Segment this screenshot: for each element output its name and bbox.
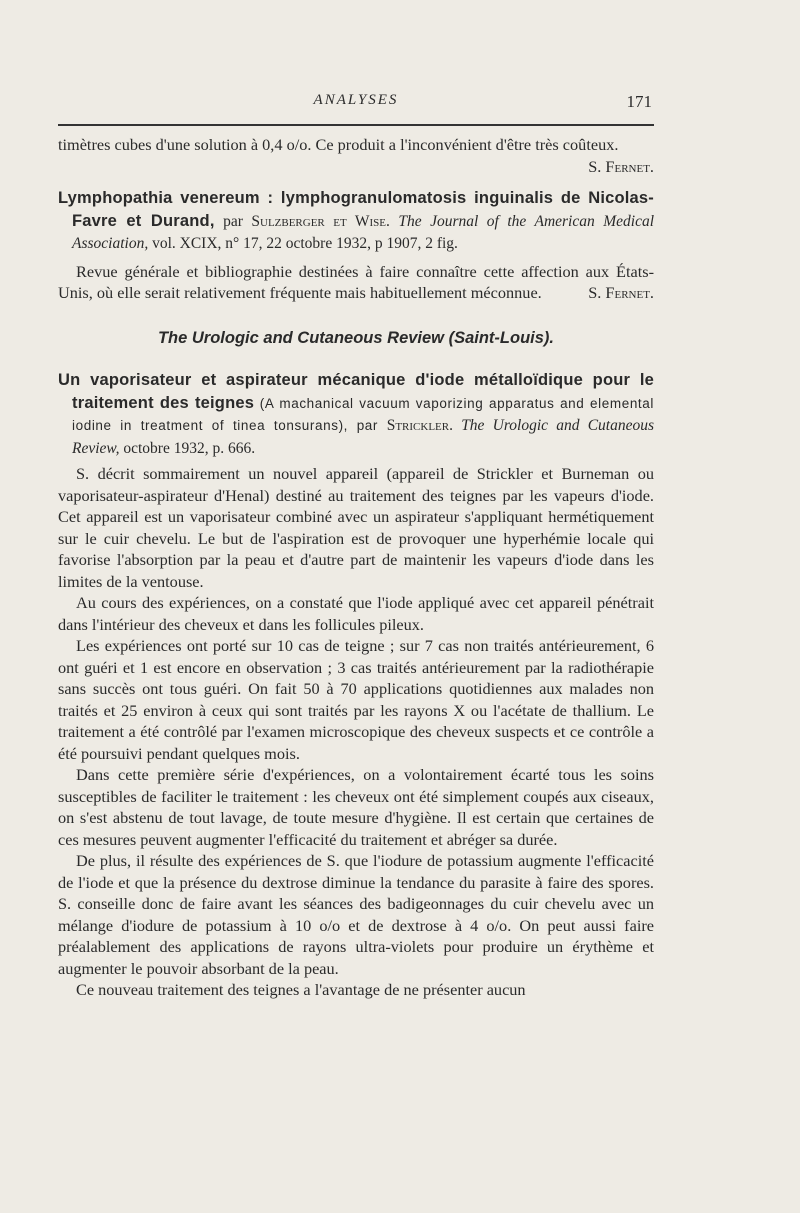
paragraph: Les expériences ont porté sur 10 cas de teigne ; sur 7 cas non traités antérieurement, 6 ont guéri et 1 est encore en observation ; 3 cas traités antérieurement par la radiothérapie sans succès ont tous guéri. On fait 50 à 70 applications quotidiennes aux malades non traités et 25 environ à ceux qui sont traités par les rayons X ou l'acétate de thallium. Le traitement a été contrôlé par l'examen microscopique des cheveux suspects et ce contrôle a été poursuivi pendant quelques mois. (58, 636, 654, 763)
continued-text: timètres cubes d'une solution à 0,4 o/o. Ce produit a l'inconvénient d'être très coûteux. (58, 135, 619, 154)
authors-prefix: par (214, 212, 252, 230)
english-title: (A machanical vacuum vaporizing apparatus and elemental iodine in treatment of tinea tonsurans), par (72, 395, 654, 433)
journal-name: The Journal of the American Medical Association, (72, 212, 655, 252)
citation-details: vol. XCIX, n° 17, 22 octobre 1932, p 1907, 2 fig. (148, 235, 458, 252)
article-summary (58, 261, 654, 304)
citation-details: octobre 1932, p. 666. (119, 439, 256, 457)
running-title: ANALYSES (313, 92, 399, 108)
paragraph: Au cours des expériences, on a constaté que l'iode appliqué avec cet appareil pénétrait dans l'intérieur des cheveux et dans les follicules pileux. (58, 593, 654, 634)
header-rule (58, 124, 654, 126)
running-head (58, 92, 654, 114)
article-entry (58, 187, 654, 255)
paragraph: Ce nouveau traitement des teignes a l'avantage de ne présenter aucun (76, 980, 526, 999)
paragraph: Dans cette première série d'expériences, on a volontairement écarté tous les soins susceptibles de faciliter le traitement : les cheveux ont été simplement coupés aux ciseaux, on s'est abstenu de tout lavage, de toute mesure d'hygiène. Il est certain que certaines de ces mesures peuvent augmenter l'efficacité du traitement et abréger sa durée. (58, 765, 654, 849)
article-author: Strickler. (386, 417, 453, 434)
journal-heading: The Urologic and Cutaneous Review (Saint-Louis). (157, 328, 555, 347)
summary-text: Revue générale et bibliographie destinées à faire connaître cette affection aux États-Unis, où elle serait relativement fréquente mais habituellement méconnue. (58, 261, 654, 302)
continued-paragraph (58, 134, 654, 176)
paragraph: S. décrit sommairement un nouvel appareil (appareil de Strickler et Burneman ou vaporisateur-aspirateur d'Henal) destiné au traitement des teignes par les vapeurs d'iode. Cet appareil est un vaporisateur combiné avec un aspirateur s'appliquant hermétiquement sur le cuir chevelu. Le but de l'aspiration est de provoquer une hyperhémie locale qui favorise l'absorption par la peau et d'autre part de maintenir les vapeurs d'iode dans les limites de la ventouse. (58, 464, 654, 591)
article-title: Lymphopathia venereum : lymphogranulomatosis inguinalis de Nicolas-Favre et Durand, (58, 189, 654, 230)
page-number: 171 (626, 92, 652, 111)
article-authors: Sulzberger et Wise. (251, 212, 390, 230)
page-body (58, 134, 654, 1001)
journal-name: The Urologic and Cutaneous Review, (72, 417, 654, 457)
article-title: Un vaporisateur et aspirateur mécanique d'iode métalloïdique pour le traitement des teignes (58, 371, 654, 412)
signature: S. Fernet. (588, 156, 654, 176)
signature: S. Fernet. (588, 283, 654, 302)
paragraph: De plus, il résulte des expériences de S. que l'iodure de potassium augmente l'efficacité de l'iode et que la présence du dextrose diminue la tendance du parasite à faire des spores. S. conseille donc de faire avant les séances des badigeonnages du cuir chevelu avec un mélange d'iodure de potassium à 10 o/o et de dextrose à 4 o/o. On peut aussi faire préalablement des applications de rayons ultra-violets pour produire un érythème et augmenter le pouvoir absorbant de la peau. (58, 851, 654, 978)
article-entry (58, 369, 654, 459)
